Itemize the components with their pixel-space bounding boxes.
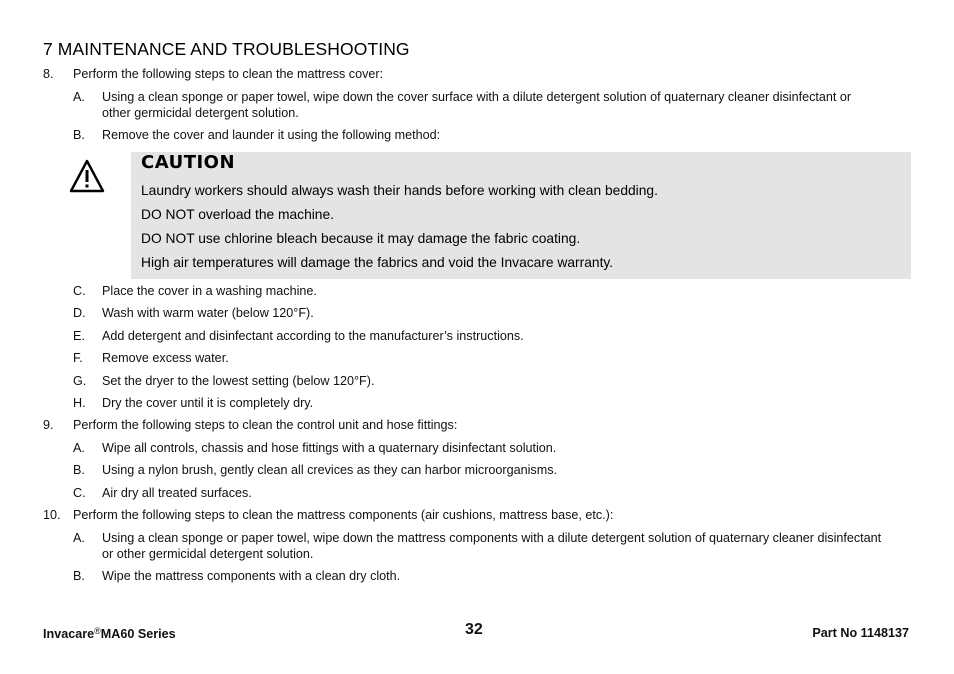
sub-text: Using a clean sponge or paper towel, wipe down the cover surface with a dilute detergent solution of quaternary cleaner disinfectant or (102, 90, 852, 104)
sub-text: Dry the cover until it is completely dry. (102, 396, 314, 410)
sub-text: Remove the cover and launder it using the following method: (102, 128, 441, 142)
sub-letter: F. (73, 351, 83, 365)
sub-letter: A. (73, 90, 85, 104)
sub-letter: C. (73, 486, 86, 500)
sub-letter: A. (73, 441, 85, 455)
registered-mark: ® (94, 626, 101, 636)
page-number: 32 (465, 621, 483, 638)
step-text: Perform the following steps to clean the mattress cover: (73, 67, 384, 81)
step-text: Perform the following steps to clean the mattress components (air cushions, mattress base, etc.): (73, 508, 614, 522)
sub-text-continued: or other germicidal detergent solution. (102, 546, 314, 561)
footer-series-name: MA60 Series (100, 627, 176, 641)
footer-brand: Invacare (43, 627, 95, 641)
step-number: 10. (43, 508, 61, 522)
section-heading: 7 MAINTENANCE AND TROUBLESHOOTING (43, 39, 410, 59)
sub-letter: E. (73, 329, 85, 343)
caution-line: High air temperatures will damage the fabrics and void the Invacare warranty. (141, 255, 614, 270)
sub-text: Air dry all treated surfaces. (102, 486, 252, 500)
sub-text: Remove excess water. (102, 351, 229, 365)
sub-letter: A. (73, 531, 85, 545)
caution-line: Laundry workers should always wash their hands before working with clean bedding. (141, 183, 658, 198)
sub-letter: C. (73, 284, 86, 298)
sub-text: Wipe all controls, chassis and hose fittings with a quaternary disinfectant solution. (102, 441, 557, 455)
sub-letter: B. (73, 463, 85, 477)
sub-text: Wipe the mattress components with a clean dry cloth. (102, 569, 401, 583)
caution-title: CAUTION (141, 152, 236, 173)
sub-text: Using a clean sponge or paper towel, wipe down the mattress components with a dilute detergent solution of quaternary cleaner disinfectant (102, 531, 882, 545)
caution-line: DO NOT use chlorine bleach because it may damage the fabric coating. (141, 231, 581, 246)
sub-text: Using a nylon brush, gently clean all crevices as they can harbor microorganisms. (102, 463, 557, 477)
caution-line: DO NOT overload the machine. (141, 207, 334, 222)
step-number: 9. (43, 418, 54, 432)
sub-text-continued: other germicidal detergent solution. (102, 105, 299, 120)
footer-part-number: Part No 1148137 (812, 626, 909, 640)
footer-series (43, 626, 176, 641)
sub-letter: D. (73, 306, 86, 320)
warning-triangle-icon (69, 159, 105, 193)
sub-letter: B. (73, 128, 85, 142)
sub-text: Set the dryer to the lowest setting (below 120°F). (102, 374, 375, 388)
step-number: 8. (43, 67, 54, 81)
sub-letter: H. (73, 396, 86, 410)
sub-letter: G. (73, 374, 87, 388)
sub-text: Add detergent and disinfectant according to the manufacturer’s instructions. (102, 329, 524, 343)
caution-box (131, 152, 911, 279)
sub-letter: B. (73, 569, 85, 583)
sub-text: Wash with warm water (below 120°F). (102, 306, 314, 320)
step-text: Perform the following steps to clean the control unit and hose fittings: (73, 418, 458, 432)
sub-text: Place the cover in a washing machine. (102, 284, 317, 298)
